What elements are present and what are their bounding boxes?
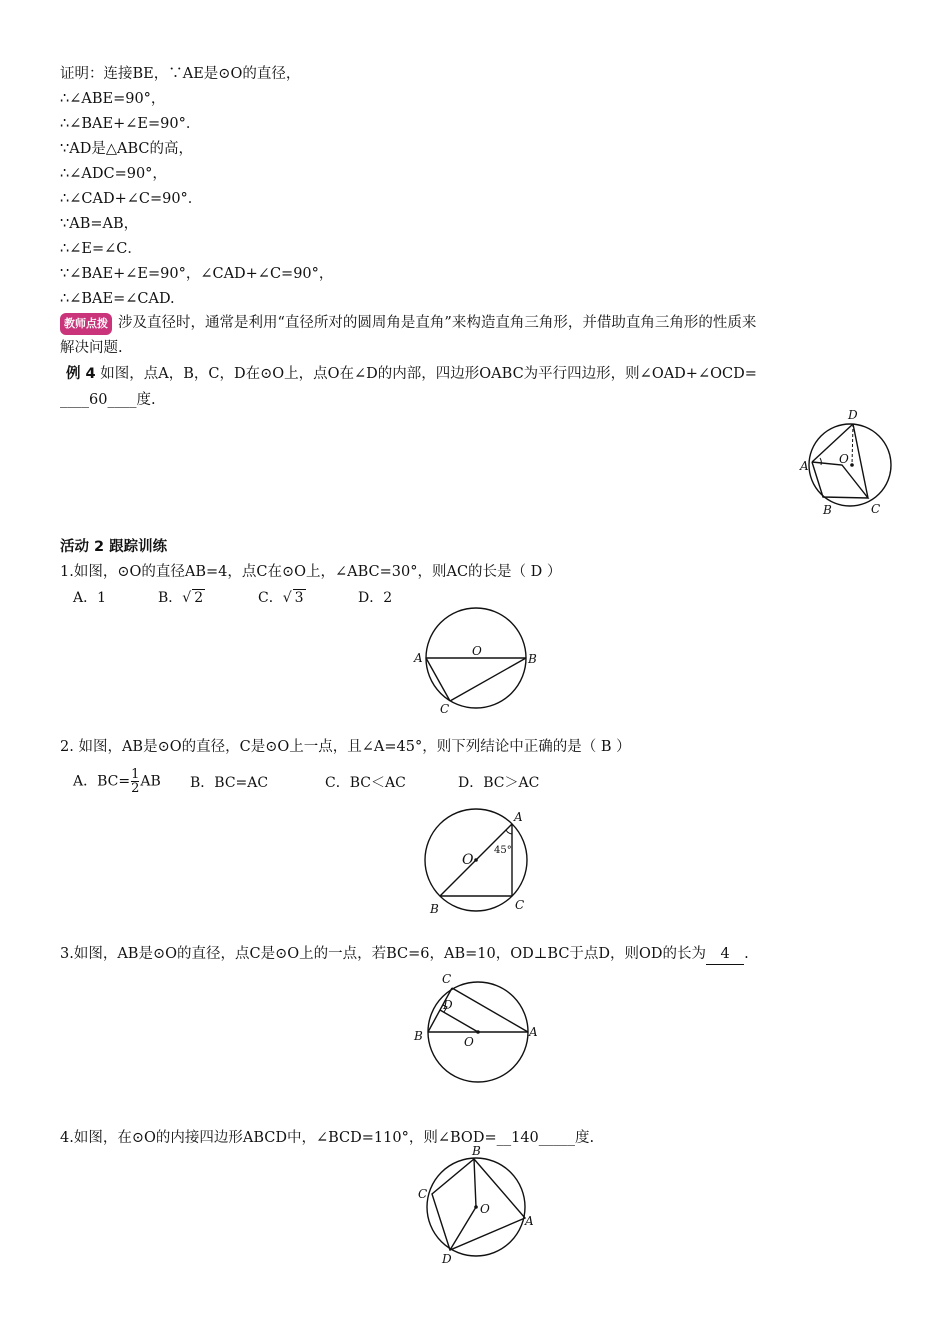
proof-line-8: ∴∠E=∠C． bbox=[60, 241, 142, 257]
proof-line-6: ∴∠CAD+∠C=90°． bbox=[60, 191, 203, 207]
teacher-tip bbox=[60, 313, 756, 335]
q2-option-a-fraction bbox=[131, 768, 139, 795]
label-O: O bbox=[839, 452, 849, 466]
fraction-numerator: 1 bbox=[131, 767, 140, 782]
q1-option-c-label: C． bbox=[258, 590, 283, 606]
q2-option-a bbox=[73, 768, 161, 795]
q1-option-d: D．2 bbox=[358, 590, 393, 606]
teacher-tip-line2: 解决问题. bbox=[60, 340, 123, 356]
example-4 bbox=[66, 364, 757, 384]
label-O: O bbox=[464, 1035, 474, 1049]
label-C: C bbox=[418, 1187, 428, 1201]
label-B: B bbox=[472, 1144, 481, 1158]
proof-line-3: ∴∠BAE+∠E=90°． bbox=[60, 116, 201, 132]
q1-option-b-sqrt: 2 bbox=[194, 590, 204, 606]
q3-stem-text: 3.如图，AB是⊙O的直径，点C是⊙O上的一点，若BC=6，AB=10，OD⊥BC于点D，则OD的长为 bbox=[60, 946, 707, 962]
q3-figure bbox=[410, 968, 545, 1093]
q3-answer: 4 bbox=[706, 944, 744, 965]
label-A: A bbox=[529, 1025, 538, 1039]
proof-line-7: ∵AB=AB， bbox=[60, 216, 139, 232]
q1-option-c-sqrt: 3 bbox=[294, 590, 304, 606]
q1-figure bbox=[410, 605, 545, 717]
teacher-tip-badge: 教师点拨 bbox=[60, 313, 112, 335]
label-C: C bbox=[442, 972, 452, 986]
label-C: C bbox=[515, 898, 525, 912]
q1-stem: 1.如图，⊙O的直径AB=4，点C在⊙O上，∠ABC=30°，则AC的长是（ D ） bbox=[60, 564, 562, 580]
label-B: B bbox=[414, 1029, 423, 1043]
proof-line-10: ∴∠BAE=∠CAD. bbox=[60, 291, 175, 307]
proof-line-1: 证明：连接BE，∵AE是⊙O的直径， bbox=[60, 66, 301, 82]
q2-stem: 2. 如图，AB是⊙O的直径，C是⊙O上一点，且∠A=45°，则下列结论中正确的是（ B ） bbox=[60, 739, 631, 755]
label-O: O bbox=[472, 644, 482, 658]
q1-option-b: B．√ 2 bbox=[158, 590, 204, 606]
q2-option-a-label: A．BC= bbox=[73, 773, 131, 790]
q1-option-c: C．√ 3 bbox=[258, 590, 304, 606]
label-D: D bbox=[443, 998, 453, 1012]
fraction-denominator: 2 bbox=[131, 781, 140, 796]
label-A: A bbox=[414, 651, 423, 665]
q3-stem-end: . bbox=[744, 946, 749, 962]
q2-option-b: B．BC=AC bbox=[190, 775, 269, 791]
q1-option-b-label: B． bbox=[158, 590, 183, 606]
q2-figure bbox=[415, 805, 545, 920]
label-O: O bbox=[462, 852, 474, 868]
activity-title: 活动 2 跟踪训练 bbox=[60, 539, 168, 555]
label-D: D bbox=[848, 408, 858, 422]
label-C: C bbox=[440, 702, 450, 716]
label-45: 45° bbox=[494, 845, 512, 856]
label-A: A bbox=[525, 1214, 534, 1228]
q4-stem: 4.如图，在⊙O的内接四边形ABCD中，∠BCD=110°，则∠BOD=__140_____度. bbox=[60, 1130, 595, 1146]
example-4-answer: ____60____度. bbox=[60, 392, 156, 408]
label-B: B bbox=[430, 902, 439, 916]
q2-option-d: D．BC＞AC bbox=[458, 775, 540, 791]
q1-option-a: A．1 bbox=[73, 590, 107, 606]
label-B: B bbox=[528, 652, 537, 666]
proof-line-9: ∵∠BAE+∠E=90°，∠CAD+∠C=90°， bbox=[60, 266, 334, 282]
q3-stem bbox=[60, 944, 749, 965]
teacher-tip-text: 涉及直径时，通常是利用“直径所对的圆周角是直角”来构造直角三角形，并借助直角三角形的性质来 bbox=[118, 315, 757, 331]
label-A: A bbox=[800, 459, 809, 473]
label-O: O bbox=[480, 1202, 490, 1216]
q4-figure bbox=[410, 1145, 550, 1270]
example-4-figure bbox=[790, 405, 905, 520]
label-C: C bbox=[871, 502, 881, 516]
example-4-text: 如图，点A，B，C，D在⊙O上，点O在∠D的内部，四边形OABC为平行四边形，则∠OAD+∠OCD= bbox=[100, 366, 757, 382]
label-B: B bbox=[823, 503, 832, 517]
q2-option-a-tail: AB bbox=[140, 773, 161, 790]
proof-line-5: ∴∠ADC=90°， bbox=[60, 166, 167, 182]
label-A: A bbox=[514, 810, 523, 824]
label-D: D bbox=[442, 1252, 452, 1266]
example-4-label: 例 4 bbox=[66, 366, 96, 382]
q2-option-c: C．BC＜AC bbox=[325, 775, 406, 791]
proof-line-2: ∴∠ABE=90°， bbox=[60, 91, 166, 107]
proof-line-4: ∵AD是△ABC的高， bbox=[60, 141, 193, 157]
